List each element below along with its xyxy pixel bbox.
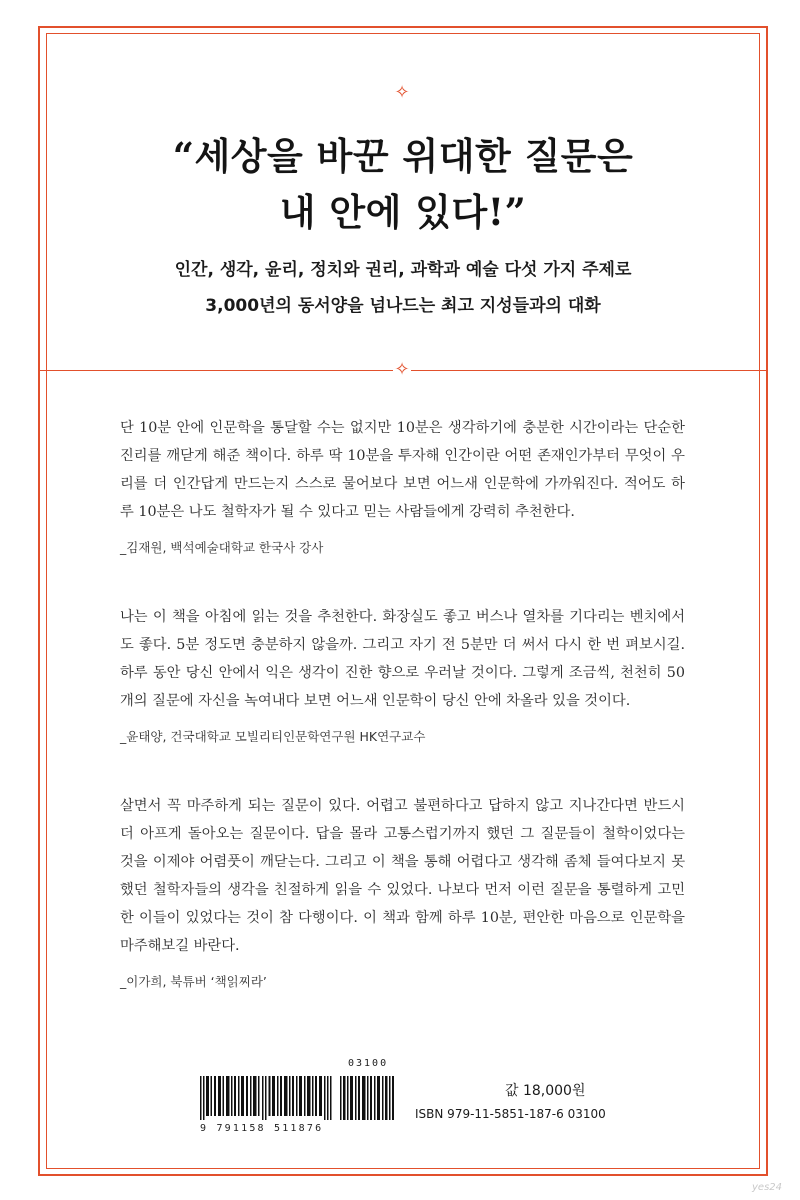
diamond-ornament-icon: ✧ (394, 359, 410, 380)
barcode-addon-number: 03100 (348, 1058, 389, 1069)
review-3 (120, 792, 685, 990)
headline-line-1: “세상을 바꾼 위대한 질문은 (172, 134, 634, 178)
subtitle (60, 252, 746, 324)
barcode-main-bars-icon (200, 1076, 332, 1120)
barcode-number: 9 791158 511876 (200, 1123, 324, 1134)
review-attribution: _이가희, 북튜버 ‘책읽찌라’ (120, 974, 267, 989)
review-1 (120, 414, 685, 556)
headline-line-2: 내 안에 있다!” (279, 190, 527, 234)
isbn: ISBN 979-11-5851-187-6 03100 (415, 1107, 606, 1121)
barcode-addon-bars-icon (340, 1076, 394, 1120)
subtitle-line-2: 3,000년의 동서양을 넘나드는 최고 지성들과의 대화 (205, 296, 601, 316)
diamond-ornament-icon: ✧ (394, 82, 410, 103)
headline (60, 128, 746, 240)
review-attribution: _윤태양, 건국대학교 모빌리티인문학연구원 HK연구교수 (120, 729, 426, 744)
subtitle-line-1: 인간, 생각, 윤리, 정치와 권리, 과학과 예술 다섯 가지 주제로 (174, 260, 632, 280)
review-text: 살면서 꼭 마주하게 되는 질문이 있다. 어렵고 불편하다고 답하지 않고 지나간다면 반드시 더 아프게 돌아오는 질문이다. 답을 몰라 고통스럽기까지 했던 그 질문들이 철학이었다는 것을 이제야 어렴풋이 깨닫는다. 그리고 이 책을 통해 어렵다고 생각해 좀체 들여다보지 못했던 철학자들의 생각을 친절하게 읽을 수 있었다. 나보다 먼저 이런 질문을 통렬하게 고민한 이들이 있었다는 것이 참 다행이다. 이 책과 함께 하루 10분, 편안한 마음으로 인문학을 마주해보길 바란다. (120, 798, 685, 954)
review-2 (120, 603, 685, 745)
price: 값 18,000원 (505, 1083, 586, 1099)
review-attribution: _김재원, 백석예술대학교 한국사 강사 (120, 540, 324, 555)
review-text: 나는 이 책을 아침에 읽는 것을 추천한다. 화장실도 좋고 버스나 열차를 기다리는 벤치에서도 좋다. 5분 정도면 충분하지 않을까. 그리고 자기 전 5분만 더 써서 다시 한 번 펴보시길. 하루 동안 당신 안에서 익은 생각이 진한 향으로 우러날 것이다. 그렇게 조금씩, 천천히 50개의 질문에 자신을 녹여내다 보면 어느새 인문학이 당신 안에 차올라 있을 것이다. (120, 609, 685, 709)
watermark: yes24 (752, 1182, 783, 1193)
review-text: 단 10분 안에 인문학을 통달할 수는 없지만 10분은 생각하기에 충분한 시간이라는 단순한 진리를 깨닫게 해준 책이다. 하루 딱 10분을 투자해 인간이란 어떤 존재인가부터 무엇이 우리를 더 인간답게 만드는지 스스로 물어보다 보면 어느새 인문학에 가까워진다. 적어도 하루 10분은 나도 철학자가 될 수 있다고 믿는 사람들에게 강력히 추천한다. (120, 420, 685, 520)
